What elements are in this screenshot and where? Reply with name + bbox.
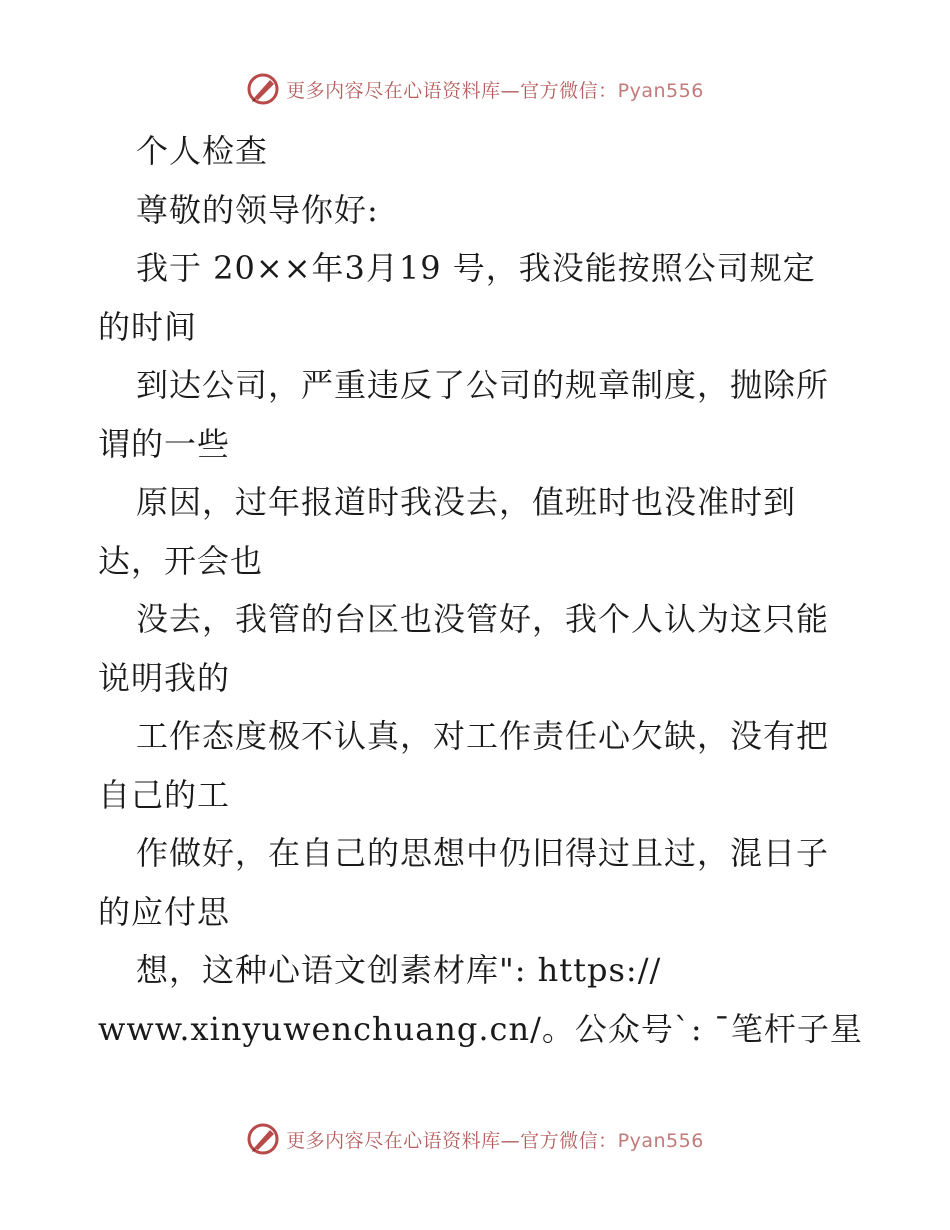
header-watermark-text: 更多内容尽在心语资料库—官方微信：Pyan556 [286,79,704,102]
text-line: 达，开会也 [98,541,264,580]
text-line: 说明我的 [98,658,231,697]
document-paragraph [98,181,868,1059]
text-line: 我于 20××年3月19 号，我没能按照公司规定 [136,249,816,287]
header-watermark [0,72,950,106]
pen-logo-icon [246,72,280,106]
pen-logo-icon [246,1122,280,1156]
text-line: 想，这种心语文创素材库": https:// [136,951,662,989]
footer-watermark [0,1122,950,1156]
text-line: www.xinyuwenchuang.cn/。公众号`: ¯笔杆子星 [98,1009,863,1048]
text-line: 尊敬的领导你好: [136,190,379,229]
footer-watermark-text: 更多内容尽在心语资料库—官方微信：Pyan556 [286,1129,704,1152]
text-line: 没去，我管的台区也没管好，我个人认为这只能 [136,600,830,638]
text-line: 到达公司，严重违反了公司的规章制度，抛除所 [136,366,830,404]
text-line: 作做好，在自己的思想中仍旧得过且过，混日子 [136,834,830,872]
text-line: 工作态度极不认真，对工作责任心欠缺，没有把 [136,717,830,755]
text-line: 谓的一些 [98,424,231,463]
text-line: 原因，过年报道时我没去，值班时也没准时到 [136,483,797,521]
document-title: 个人检查 [136,132,269,170]
text-line: 的应付思 [98,892,231,931]
text-line: 的时间 [98,307,198,346]
text-line: 自己的工 [98,775,231,814]
document-body [98,122,868,1058]
